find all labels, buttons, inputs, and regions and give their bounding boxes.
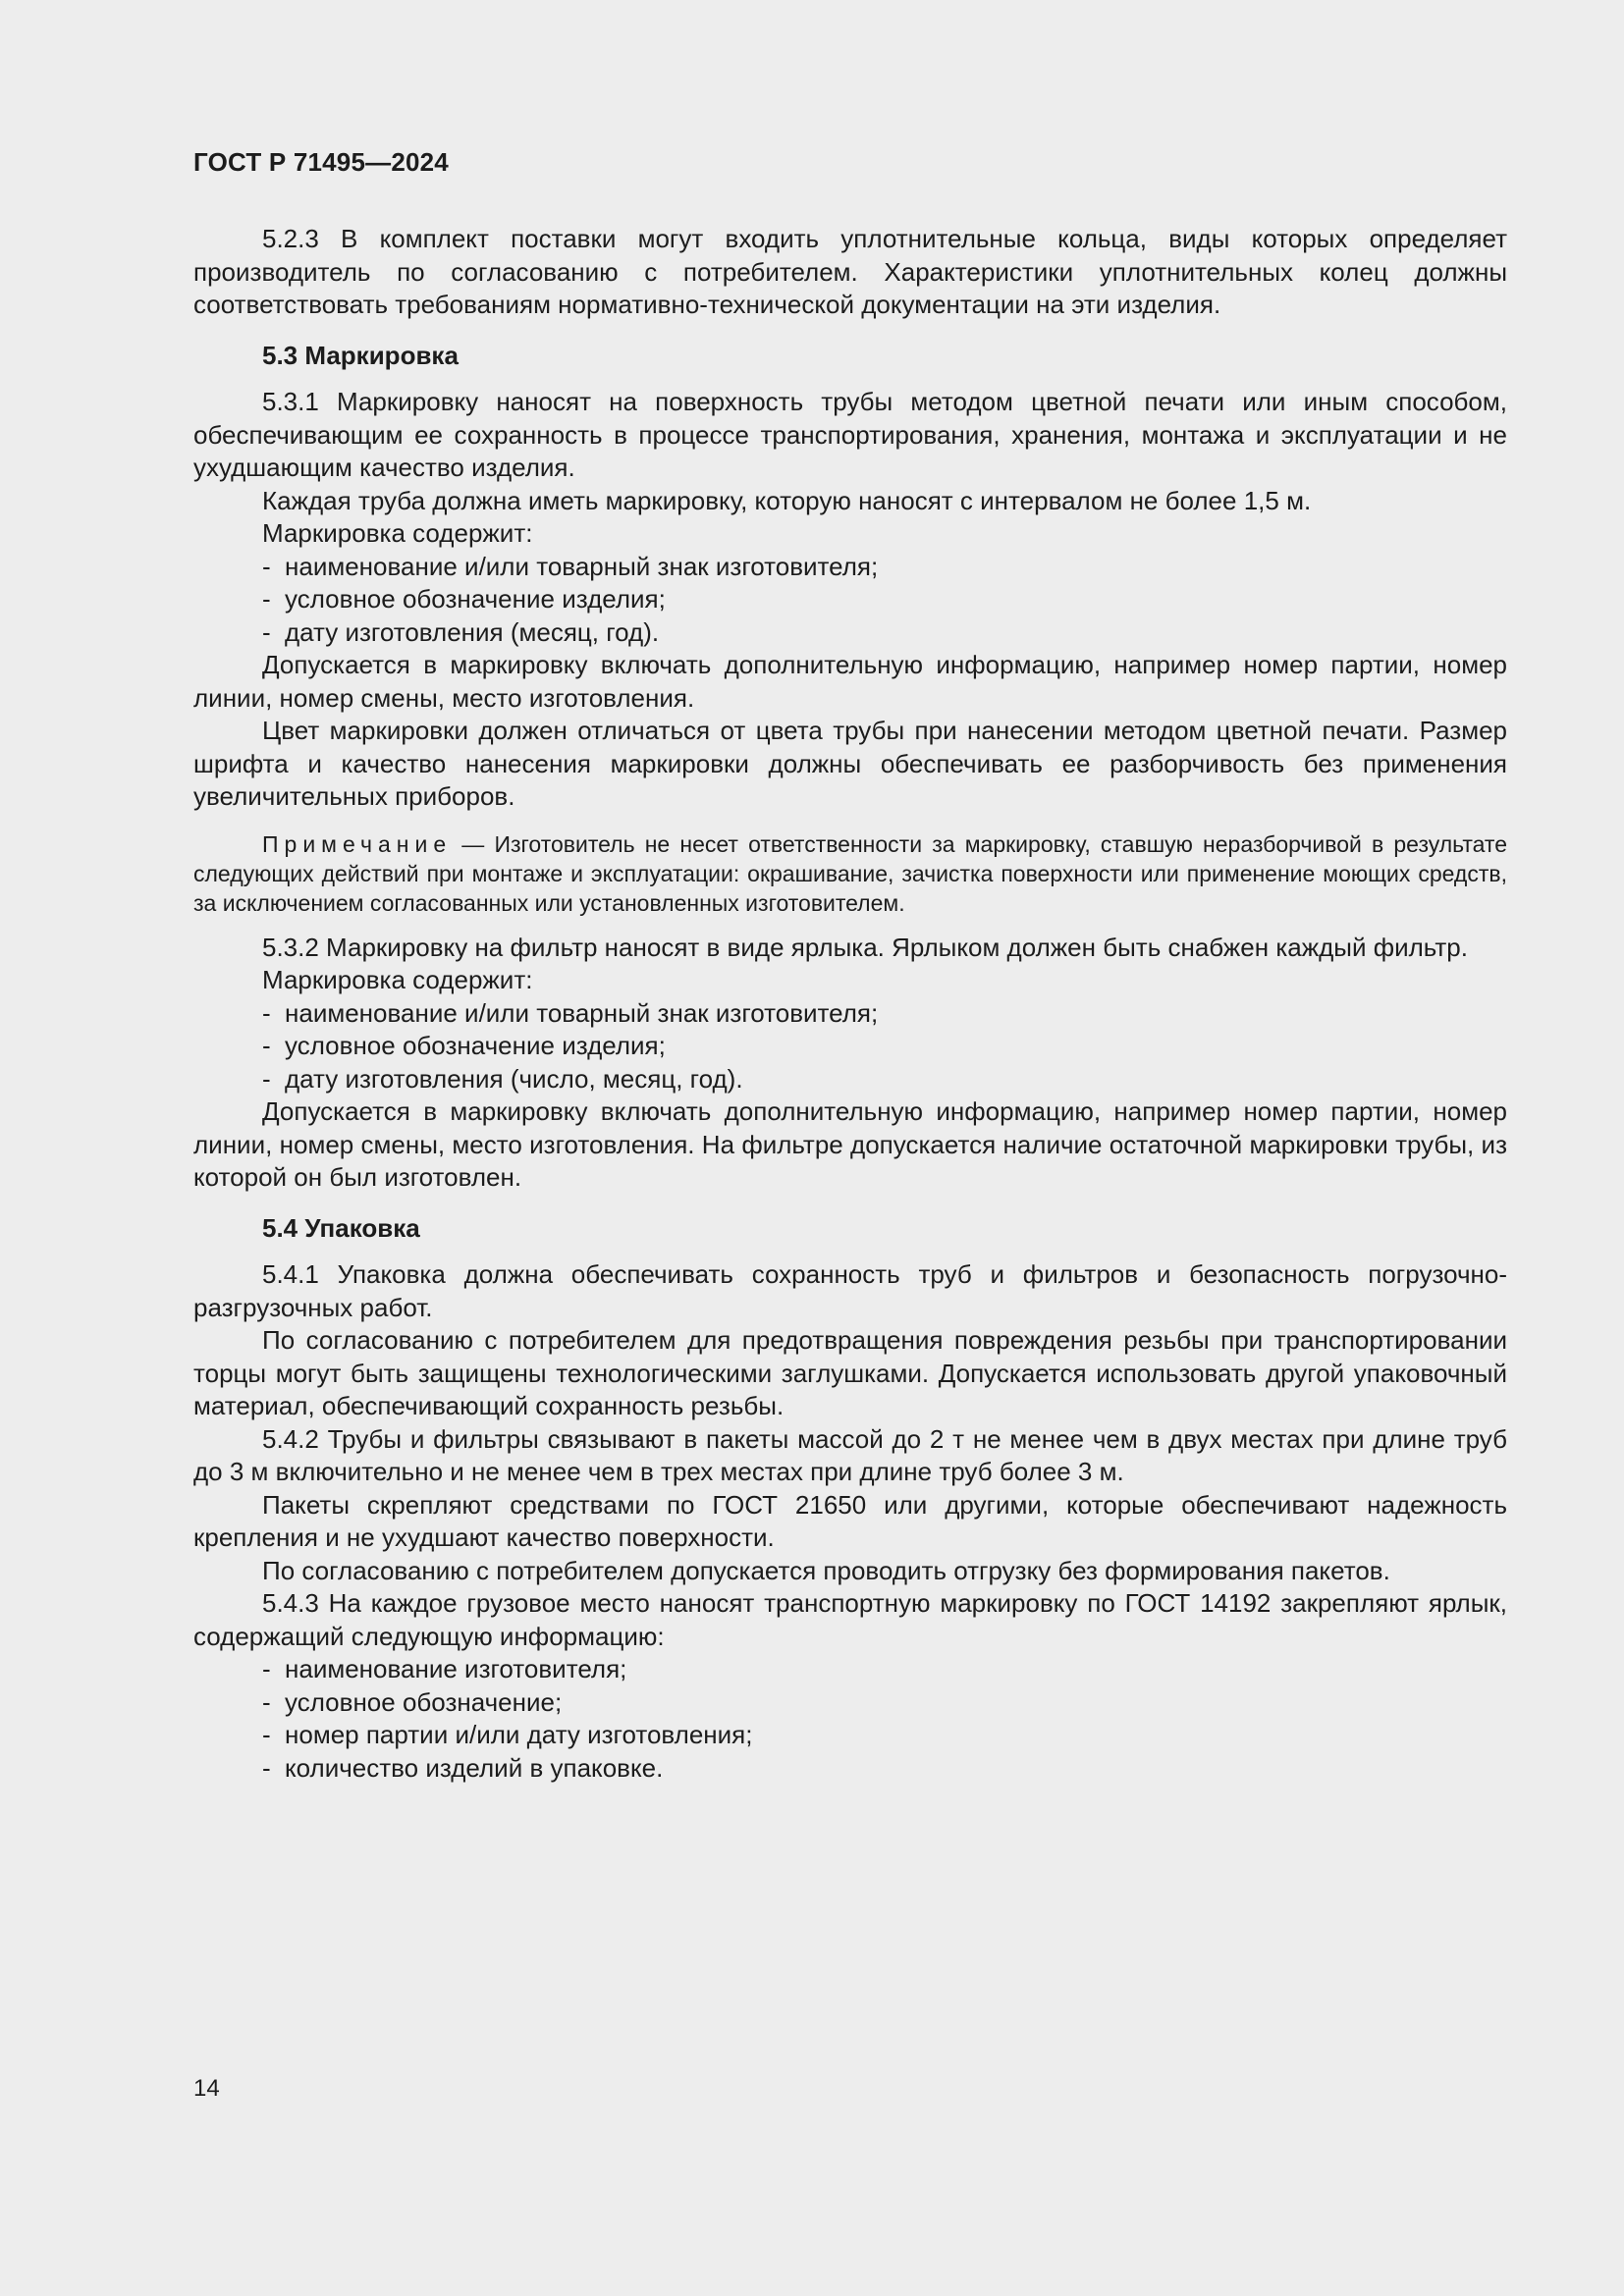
list-item: - номер партии и/или дату изготовления;: [262, 1720, 753, 1749]
paragraph-fastening: Пакеты скрепляют средствами по ГОСТ 21650 или другими, которые обеспечивают надежность крепления и не ухудшают качество поверхности.: [193, 1489, 1507, 1552]
document-header: ГОСТ Р 71495—2024: [193, 147, 449, 177]
paragraph-thread-protection: По согласованию с потребителем для предотвращения повреждения резьбы при транспортировании торцы могут быть защищены технологическими заглушками. Допускается использовать другой упаковочный материал, обеспечивающий сохранность резьбы.: [193, 1325, 1507, 1420]
page-number: 14: [193, 2075, 220, 2102]
list-item: - наименование и/или товарный знак изготовителя;: [262, 997, 879, 1028]
paragraph-marking-color: Цвет маркировки должен отличаться от цвета трубы при нанесении методом цветной печати. Размер шрифта и качество нанесения маркировки должны обеспечивать ее разборчивость без применения увеличительных приборов.: [193, 716, 1507, 811]
note-text: — Изготовитель не несет ответственности за маркировку, ставшую неразборчивой в результате следующих действий при монтаже и эксплуатации: окрашивание, зачистка поверхности или применение моющих средств, за исключением согласованных или установленных изготовителем.: [193, 830, 1507, 916]
list-item: - условное обозначение;: [262, 1686, 563, 1717]
paragraph-extra-info: Допускается в маркировку включать дополнительную информацию, например номер партии, номер линии, номер смены, место изготовления.: [193, 650, 1507, 713]
section-heading-5-4: 5.4 Упаковка: [262, 1212, 420, 1243]
paragraph-extra-info: Допускается в маркировку включать дополнительную информацию, например номер партии, номер линии, номер смены, место изготовления. На фильтре допускается наличие остаточной маркировки трубы, из которой он был изготовлен.: [193, 1096, 1507, 1192]
list-item: - дату изготовления (месяц, год).: [262, 616, 660, 647]
clause-5-4-1: 5.4.1 Упаковка должна обеспечивать сохранность труб и фильтров и безопасность погрузочно-разгрузочных работ.: [193, 1259, 1507, 1322]
clause-5-3-1: 5.3.1 Маркировку наносят на поверхность трубы методом цветной печати или иным способом, обеспечивающим ее сохранность в процессе транспортирования, хранения, монтажа и эксплуатации и не ухудшающим качество изделия.: [193, 387, 1507, 482]
clause-5-2-3: 5.2.3 В комплект поставки могут входить уплотнительные кольца, виды которых определяет производитель по согласованию с потребителем. Характеристики уплотнительных колец должны соответствовать требованиям нормативно-технической документации на эти изделия.: [193, 224, 1507, 319]
list-item: - количество изделий в упаковке.: [262, 1752, 664, 1783]
note-label: Примечание: [262, 830, 453, 857]
paragraph-interval: Каждая труба должна иметь маркировку, которую наносят с интервалом не более 1,5 м.: [262, 485, 1312, 515]
list-item: - условное обозначение изделия;: [262, 1031, 666, 1060]
section-heading-5-3: 5.3 Маркировка: [262, 340, 459, 370]
list-item: - дату изготовления (число, месяц, год).: [262, 1063, 743, 1094]
note: [193, 829, 1507, 918]
list-item: - наименование и/или товарный знак изготовителя;: [262, 551, 879, 581]
paragraph-shipment: По согласованию с потребителем допускается проводить отгрузку без формирования пакетов.: [262, 1555, 1390, 1585]
clause-5-3-2: 5.3.2 Маркировку на фильтр наносят в виде ярлыка. Ярлыком должен быть снабжен каждый фильтр.: [262, 932, 1468, 962]
list-item: - условное обозначение изделия;: [262, 584, 666, 614]
paragraph-contains: Маркировка содержит:: [262, 518, 533, 548]
document-body: [193, 223, 1507, 1785]
clause-5-4-3: 5.4.3 На каждое грузовое место наносят транспортную маркировку по ГОСТ 14192 закрепляют ярлык, содержащий следующую информацию:: [193, 1588, 1507, 1651]
clause-5-4-2: 5.4.2 Трубы и фильтры связывают в пакеты массой до 2 т не менее чем в двух местах при длине труб до 3 м включительно и не менее чем в трех местах при длине труб более 3 м.: [193, 1423, 1507, 1486]
list-item: - наименование изготовителя;: [262, 1654, 627, 1683]
paragraph-contains: Маркировка содержит:: [262, 965, 533, 994]
